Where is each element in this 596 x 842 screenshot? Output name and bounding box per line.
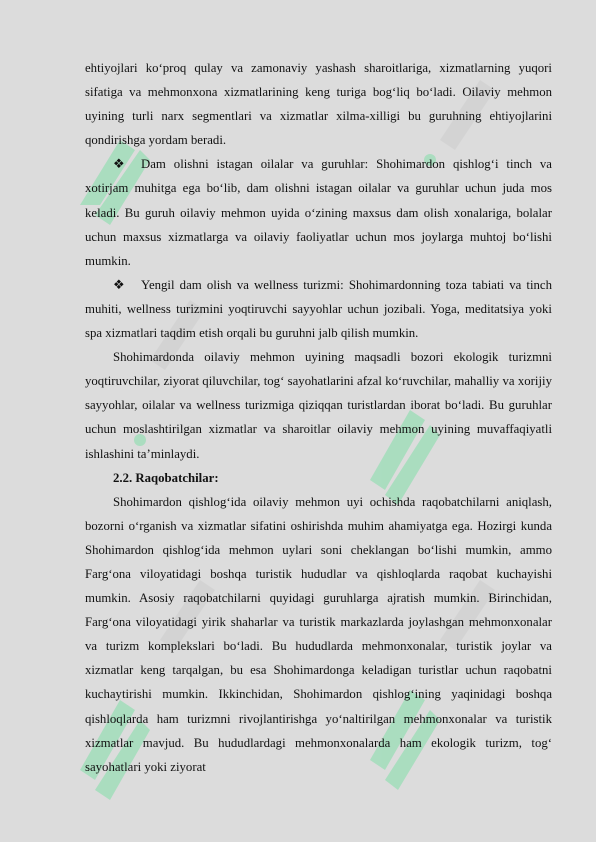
- bullet-item-families: [85, 152, 552, 272]
- bullet-text: Yengil dam olish va wellness turizmi: Shohimardonning toza tabiati va tinch muhiti, wellness turizmini yoqtiruvchi sayyohlar uchun jozibali. Yoga, meditatsiya yoki spa xizmatlari taqdim etish orqali bu guruhni jalb qilish mumkin.: [85, 277, 552, 341]
- bullet-item-wellness: [85, 273, 552, 345]
- section-heading: 2.2. Raqobatchilar:: [113, 470, 219, 485]
- paragraph-competitors: Shohimardon qishlog‘ida oilaviy mehmon uyi ochishda raqobatchilarni aniqlash, bozorni o‘rganish va xizmatlar sifatini oshirishda muhim ahamiyatga ega. Hozirgi kunda Shohimardon qishlog‘ida mehmon uylari soni cheklangan bo‘lishi mumkin, ammo Farg‘ona viloyatidagi boshqa turistik hududlar va qishloqlarda raqobat kuchayishi mumkin. Asosiy raqobatchilarni quyidagi guruhlarga ajratish mumkin. Birinchidan, Farg‘ona viloyatidagi yirik shaharlar va turistik markazlarda joylashgan mehmonxonalar va turizm komplekslari bo‘ladi. Bu hududlarda mehmonxonalar, turistik joylar va xizmatlar keng tarqalgan, bu esa Shohimardonga keladigan turistlar uchun raqobatni kuchaytirishi mumkin. Ikkinchidan, Shohimardon qishlog‘ining yaqinidagi boshqa qishloqlarda ham turizmni rivojlantirishga yo‘naltirilgan mehmonxonalar va turistik xizmatlar mavjud. Bu hududlardagi mehmonxonalarda ham ekologik turizm, tog‘ sayohatlari yoki ziyorat: [85, 494, 552, 774]
- diamond-bullet-icon: ❖: [113, 157, 125, 172]
- paragraph-target-market: Shohimardonda oilaviy mehmon uyining maqsadli bozori ekologik turizmni yoqtiruvchilar, ziyorat qiluvchilar, tog‘ sayohatlarini afzal ko‘ruvchilar, mahalliy va xorijiy sayyohlar, oilalar va wellness turizmiga qiziqqan turistlardan iborat bo‘ladi. Bu guruhlar uchun moslashtirilgan xizmatlar va sharoitlar oilaviy mehmon uyining muvaffaqiyatli ishlashini ta’minlaydi.: [85, 350, 552, 461]
- bullet-text: Dam olishni istagan oilalar va guruhlar: Shohimardon qishlog‘i tinch va xotirjam muhitga ega bo‘lib, dam olishni istagan oilalar va guruhlar uchun juda mos keladi. Bu guruh oilaviy mehmon uyida o‘zining maxsus dam olish xonalariga, bolalar uchun maxsus xizmatlarga va oilaviy faoliyatlar uchun mos joylarga muhtoj bo‘lishi mumkin.: [85, 157, 552, 268]
- body-text: [85, 56, 552, 779]
- paragraph-continuation: ehtiyojlari ko‘proq qulay va zamonaviy yashash sharoitlariga, xizmatlarning yuqori sifatiga va mehmonxona xizmatlarining keng turiga bog‘liq bo‘ladi. Oilaviy mehmon uyining turli narx segmentlari va xizmatlar xilma-xilligi bu guruhning ehtiyojlarini qondirishga yordam beradi.: [85, 61, 552, 148]
- diamond-bullet-icon: ❖: [113, 277, 125, 292]
